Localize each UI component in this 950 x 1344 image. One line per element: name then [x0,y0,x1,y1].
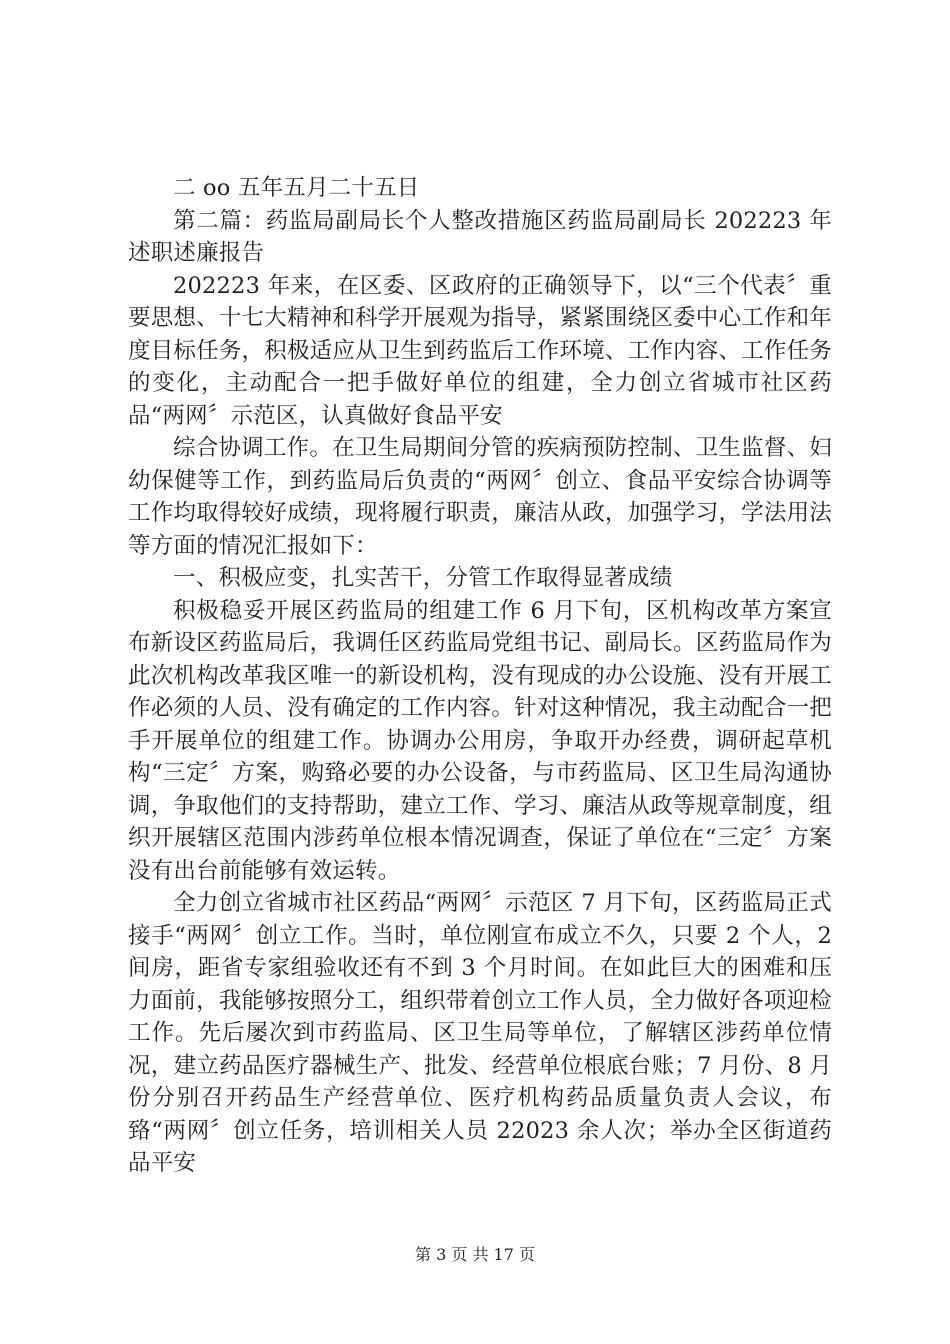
subheading: 一、积极应变，扎实苦干，分管工作取得显著成绩 [173,565,673,591]
body-paragraph: 综合协调工作。在卫生局期间分管的疾病预防控制、卫生监督、妇幼保健等工作，到药监局后负责的“两网〞创立、食品平安综合协调等工作均取得较好成绩，现将履行职责，廉洁从政，加强学习，学法用法等方面的情况汇报如下： [128,435,832,559]
page-footer: 第 3 页 共 17 页 [415,1245,535,1264]
body-paragraph: 积极稳妥开展区药监局的组建工作 6 月下旬，区机构改革方案宣布新设区药监局后，我调任区药监局党组书记、副局长。区药监局作为此次机构改革我区唯一的新设机构，没有现成的办公设施、没有开展工作必须的人员、没有确定的工作内容。针对这种情况，我主动配合一把手开展单位的组建工作。协调办公用房，争取开办经费，调研起草机构“三定〞方案，购臵必要的办公设备，与市药监局、区卫生局沟通协调，争取他们的支持帮助，建立工作、学习、廉洁从政等规章制度，组织开展辖区范围内涉药单位根本情况调查，保证了单位在“三定〞方案没有出台前能够有效运转。 [128,597,832,884]
body-paragraph: 202223 年来，在区委、区政府的正确领导下，以“三个代表〞重要思想、十七大精神和科学开展观为指导，紧紧围绕区委中心工作和年度目标任务，积极适应从卫生到药监后工作环境、工作内容、工作任务的变化，主动配合一把手做好单位的组建，全力创立省城市社区药品“两网〞示范区，认真做好食品平安 [128,272,832,429]
body-paragraph: 全力创立省城市社区药品“两网〞示范区 7 月下旬，区药监局正式接手“两网〞创立工作。当时，单位刚宣布成立不久，只要 2 个人，2 间房，距省专家组验收还有不到 3 个月时间。在如此巨大的困难和压力面前，我能够按照分工，组织带着创立工作人员，全力做好各项迎检工作。先后屡次到市药监局、区卫生局等单位，了解辖区涉药单位情况，建立药品医疗器械生产、批发、经营单位根底台账；7 月份、8 月份分别召开药品生产经营单位、医疗机构药品质量负责人会议，布臵“两网〞创立任务，培训相关人员 22023 余人次；举办全区街道药品平安 [128,890,832,1176]
section-title: 第二篇：药监局副局长个人整改措施区药监局副局长 202223 年述职述廉报告 [128,207,832,266]
document-body [128,172,832,1180]
date-line: 二 oo 五年五月二十五日 [173,175,420,201]
